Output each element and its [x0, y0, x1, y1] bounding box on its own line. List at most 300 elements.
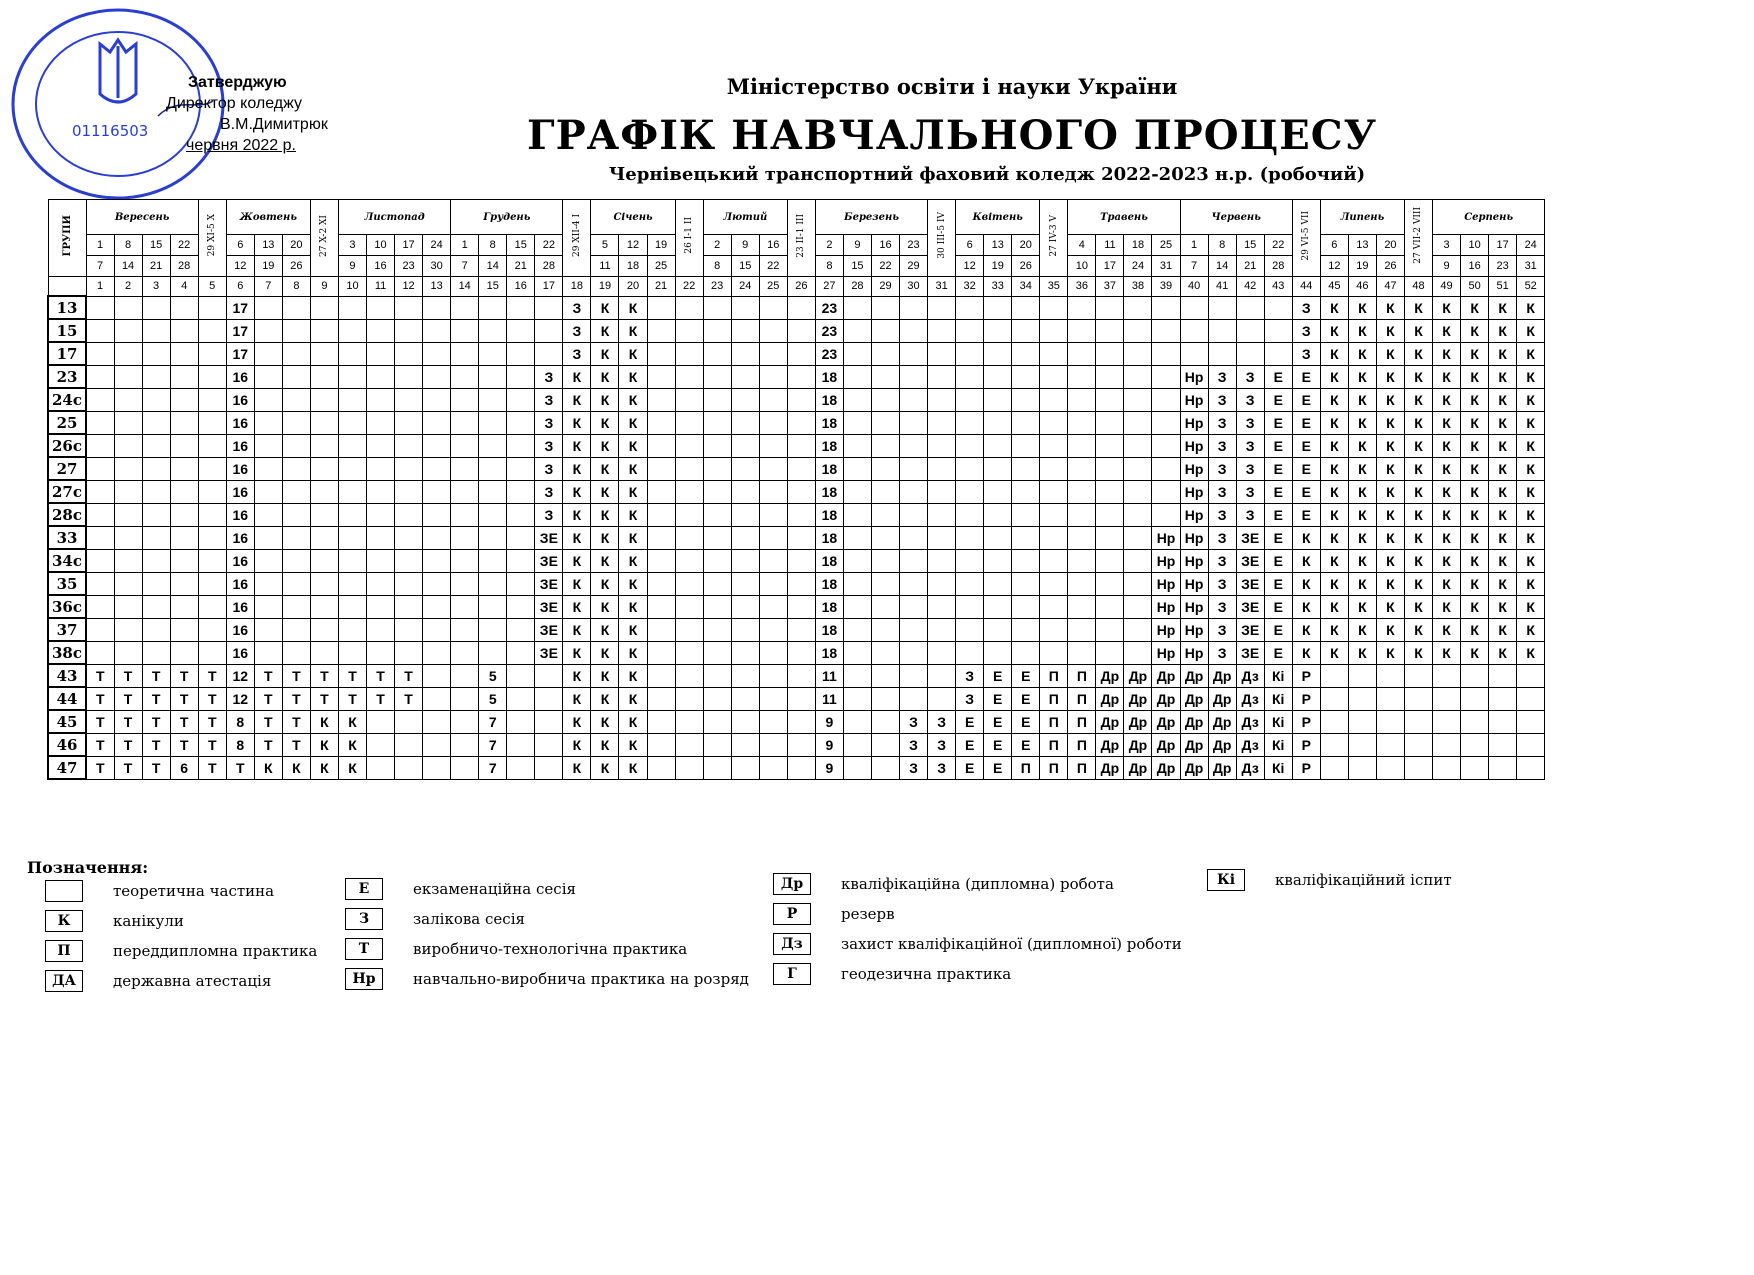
schedule-cell: К — [1348, 618, 1376, 641]
schedule-cell — [198, 480, 226, 503]
schedule-cell — [759, 296, 787, 319]
schedule-cell — [647, 572, 675, 595]
schedule-cell — [787, 388, 815, 411]
schedule-cell: Др — [1180, 733, 1208, 756]
schedule-cell — [170, 365, 198, 388]
table-row — [48, 457, 1545, 480]
schedule-cell — [647, 503, 675, 526]
schedule-cell — [703, 618, 731, 641]
schedule-cell — [507, 710, 535, 733]
schedule-cell — [1012, 388, 1040, 411]
schedule-cell: 18 — [815, 572, 843, 595]
week-day-cell: 28 — [1264, 256, 1292, 277]
schedule-cell — [871, 641, 899, 664]
schedule-cell: К — [591, 526, 619, 549]
approval-line-1: Затверджую — [188, 74, 287, 91]
table-row — [48, 503, 1545, 526]
schedule-cell — [1124, 526, 1152, 549]
schedule-cell — [282, 457, 310, 480]
week-day-cell: 14 — [1208, 256, 1236, 277]
schedule-cell: Т — [282, 664, 310, 687]
schedule-cell: Т — [114, 687, 142, 710]
schedule-cell — [395, 480, 423, 503]
schedule-cell: З — [1292, 342, 1320, 365]
schedule-cell — [451, 664, 479, 687]
schedule-cell — [423, 503, 451, 526]
week-day-cell: 1 — [1180, 235, 1208, 256]
schedule-cell — [1236, 342, 1264, 365]
schedule-cell — [86, 503, 114, 526]
schedule-cell — [759, 434, 787, 457]
legend-label: виробничо-технологічна практика — [413, 940, 688, 958]
week-day-cell: 12 — [619, 235, 647, 256]
schedule-cell — [703, 342, 731, 365]
schedule-cell: К — [1320, 434, 1348, 457]
schedule-cell — [871, 733, 899, 756]
week-day-cell: 13 — [1348, 235, 1376, 256]
schedule-cell: Др — [1124, 664, 1152, 687]
schedule-cell: Т — [142, 687, 170, 710]
schedule-cell: К — [1348, 503, 1376, 526]
schedule-cell — [1012, 595, 1040, 618]
approval-line-3: В.М.Димитрюк — [220, 116, 328, 133]
group-cell: 15 — [48, 319, 86, 342]
schedule-cell: К — [1489, 342, 1517, 365]
schedule-cell — [310, 572, 338, 595]
schedule-cell — [114, 480, 142, 503]
schedule-cell: Т — [338, 687, 366, 710]
schedule-cell — [367, 365, 395, 388]
schedule-cell — [1348, 710, 1376, 733]
schedule-cell — [984, 411, 1012, 434]
schedule-cell — [759, 549, 787, 572]
schedule-cell: К — [1489, 572, 1517, 595]
schedule-cell — [759, 618, 787, 641]
schedule-cell — [675, 388, 703, 411]
schedule-cell: Т — [142, 664, 170, 687]
schedule-cell — [1096, 365, 1124, 388]
schedule-cell: Т — [282, 687, 310, 710]
schedule-cell — [731, 664, 759, 687]
schedule-cell: К — [1320, 342, 1348, 365]
approval-line-2: Директор коледжу — [166, 95, 302, 112]
schedule-cell — [1376, 664, 1404, 687]
schedule-cell: 18 — [815, 434, 843, 457]
schedule-cell: К — [1348, 365, 1376, 388]
schedule-cell — [1012, 319, 1040, 342]
schedule-cell — [395, 618, 423, 641]
schedule-cell — [843, 434, 871, 457]
schedule-cell — [759, 664, 787, 687]
week-day-cell: 26 — [282, 256, 310, 277]
schedule-cell: К — [1348, 480, 1376, 503]
schedule-cell — [1068, 480, 1096, 503]
schedule-cell — [423, 572, 451, 595]
schedule-cell — [310, 411, 338, 434]
group-cell: 17 — [48, 342, 86, 365]
schedule-cell: К — [1376, 296, 1404, 319]
week-number-cell: 31 — [928, 277, 956, 297]
week-number-cell: 23 — [703, 277, 731, 297]
schedule-cell — [1012, 572, 1040, 595]
week-day-cell: 7 — [1180, 256, 1208, 277]
schedule-cell — [198, 365, 226, 388]
schedule-cell — [479, 480, 507, 503]
schedule-cell — [338, 457, 366, 480]
schedule-cell: К — [1489, 434, 1517, 457]
schedule-cell — [871, 503, 899, 526]
schedule-cell: З — [535, 434, 563, 457]
schedule-cell: К — [1517, 572, 1545, 595]
schedule-cell: Др — [1180, 710, 1208, 733]
schedule-cell — [787, 572, 815, 595]
schedule-cell: Е — [1264, 526, 1292, 549]
schedule-cell: К — [563, 687, 591, 710]
schedule-cell — [675, 687, 703, 710]
schedule-cell — [114, 388, 142, 411]
schedule-cell: Т — [395, 687, 423, 710]
schedule-cell — [170, 618, 198, 641]
schedule-cell — [338, 549, 366, 572]
schedule-cell — [956, 296, 984, 319]
schedule-cell: Е — [956, 756, 984, 779]
schedule-cell: К — [563, 756, 591, 779]
schedule-cell — [367, 342, 395, 365]
schedule-cell — [1068, 411, 1096, 434]
schedule-cell — [507, 572, 535, 595]
schedule-cell — [1433, 733, 1461, 756]
schedule-cell — [423, 480, 451, 503]
schedule-cell — [198, 296, 226, 319]
schedule-cell — [956, 457, 984, 480]
schedule-cell — [956, 549, 984, 572]
week-number-blank — [48, 277, 86, 297]
schedule-cell: К — [1404, 641, 1432, 664]
schedule-cell — [451, 434, 479, 457]
schedule-cell: Т — [86, 664, 114, 687]
schedule-cell — [703, 503, 731, 526]
schedule-cell — [871, 296, 899, 319]
schedule-cell: К — [1348, 526, 1376, 549]
schedule-cell — [675, 572, 703, 595]
schedule-cell — [142, 411, 170, 434]
schedule-cell — [451, 342, 479, 365]
schedule-cell — [1236, 319, 1264, 342]
schedule-cell: З — [1236, 480, 1264, 503]
schedule-cell: К — [1517, 365, 1545, 388]
schedule-cell: Т — [86, 687, 114, 710]
week-day-cell: 3 — [1433, 235, 1461, 256]
week-day-cell: 11 — [1096, 235, 1124, 256]
schedule-cell: Дз — [1236, 733, 1264, 756]
schedule-cell — [338, 641, 366, 664]
week-number-cell: 50 — [1461, 277, 1489, 297]
schedule-cell — [1264, 319, 1292, 342]
schedule-cell: З — [956, 687, 984, 710]
schedule-cell — [647, 480, 675, 503]
month-header: Січень — [591, 200, 675, 235]
week-number-cell: 2 — [114, 277, 142, 297]
schedule-cell: К — [1320, 526, 1348, 549]
schedule-cell — [170, 411, 198, 434]
schedule-cell — [675, 342, 703, 365]
schedule-cell — [759, 710, 787, 733]
legend-label: залікова сесія — [413, 910, 525, 928]
week-day-cell: 6 — [1320, 235, 1348, 256]
schedule-cell: К — [1461, 296, 1489, 319]
week-number-cell: 43 — [1264, 277, 1292, 297]
schedule-cell — [647, 388, 675, 411]
schedule-cell: З — [563, 342, 591, 365]
schedule-cell: Е — [984, 733, 1012, 756]
schedule-cell — [338, 480, 366, 503]
schedule-cell: 18 — [815, 618, 843, 641]
schedule-cell — [423, 595, 451, 618]
schedule-cell — [1124, 457, 1152, 480]
schedule-cell: 12 — [226, 664, 254, 687]
week-day-cell: 20 — [282, 235, 310, 256]
schedule-cell — [451, 411, 479, 434]
schedule-cell: К — [563, 411, 591, 434]
schedule-cell: 16 — [226, 434, 254, 457]
schedule-cell — [170, 480, 198, 503]
schedule-cell — [86, 549, 114, 572]
schedule-cell: ЗЕ — [535, 572, 563, 595]
schedule-cell — [1517, 710, 1545, 733]
schedule-cell — [731, 319, 759, 342]
schedule-cell — [282, 296, 310, 319]
schedule-cell: К — [1404, 572, 1432, 595]
schedule-cell: Др — [1124, 710, 1152, 733]
week-day-cell: 30 — [423, 256, 451, 277]
schedule-cell: ЗЕ — [1236, 595, 1264, 618]
schedule-cell: Е — [1264, 480, 1292, 503]
month-header: Травень — [1068, 200, 1180, 235]
group-cell: 38с — [48, 641, 86, 664]
schedule-cell — [86, 434, 114, 457]
week-number-cell: 41 — [1208, 277, 1236, 297]
schedule-cell — [198, 618, 226, 641]
schedule-cell — [759, 595, 787, 618]
schedule-cell — [1264, 342, 1292, 365]
transition-week-label: 27 IV-3 V — [1048, 214, 1059, 257]
schedule-cell — [479, 342, 507, 365]
schedule-cell: К — [1517, 526, 1545, 549]
schedule-cell — [142, 342, 170, 365]
schedule-cell: К — [1404, 526, 1432, 549]
schedule-cell: П — [1040, 733, 1068, 756]
schedule-cell — [367, 618, 395, 641]
schedule-cell: Т — [395, 664, 423, 687]
week-day-cell: 1 — [86, 235, 114, 256]
schedule-cell — [1096, 480, 1124, 503]
schedule-cell: К — [1320, 319, 1348, 342]
week-day-cell: 16 — [1461, 256, 1489, 277]
schedule-cell — [142, 434, 170, 457]
schedule-cell: Др — [1096, 687, 1124, 710]
schedule-cell — [170, 572, 198, 595]
schedule-cell: К — [591, 319, 619, 342]
schedule-cell: Т — [170, 733, 198, 756]
schedule-cell: К — [619, 756, 647, 779]
schedule-cell — [703, 733, 731, 756]
schedule-cell — [395, 365, 423, 388]
schedule-cell: К — [563, 526, 591, 549]
schedule-cell — [479, 457, 507, 480]
schedule-cell: 11 — [815, 664, 843, 687]
schedule-cell — [928, 595, 956, 618]
schedule-cell: К — [1348, 411, 1376, 434]
schedule-cell — [423, 618, 451, 641]
schedule-cell: Дз — [1236, 664, 1264, 687]
transition-week-header — [928, 200, 956, 277]
schedule-cell — [198, 319, 226, 342]
schedule-cell — [310, 296, 338, 319]
schedule-cell — [310, 434, 338, 457]
schedule-cell — [310, 526, 338, 549]
schedule-cell — [1124, 319, 1152, 342]
schedule-cell: З — [535, 480, 563, 503]
schedule-cell: К — [1489, 388, 1517, 411]
schedule-cell: Нр — [1180, 572, 1208, 595]
schedule-cell: К — [591, 365, 619, 388]
schedule-cell: Е — [984, 710, 1012, 733]
schedule-cell: П — [1068, 710, 1096, 733]
schedule-cell — [703, 595, 731, 618]
schedule-cell: 23 — [815, 319, 843, 342]
schedule-cell: К — [591, 480, 619, 503]
schedule-cell: Е — [1292, 480, 1320, 503]
schedule-cell: К — [1433, 434, 1461, 457]
schedule-cell — [423, 411, 451, 434]
schedule-cell — [479, 595, 507, 618]
transition-week-label: 29 XII-4 I — [571, 213, 582, 257]
schedule-cell: К — [619, 641, 647, 664]
schedule-cell — [507, 687, 535, 710]
schedule-cell: 18 — [815, 503, 843, 526]
schedule-cell: 18 — [815, 595, 843, 618]
schedule-cell — [759, 687, 787, 710]
table-row — [48, 572, 1545, 595]
week-day-cell: 16 — [367, 256, 395, 277]
schedule-cell — [703, 365, 731, 388]
group-cell: 13 — [48, 296, 86, 319]
schedule-cell: Т — [198, 687, 226, 710]
schedule-cell — [675, 457, 703, 480]
legend-code: П — [45, 940, 83, 962]
schedule-cell: К — [1517, 319, 1545, 342]
week-day-cell: 18 — [1124, 235, 1152, 256]
schedule-cell — [1517, 687, 1545, 710]
schedule-cell — [310, 365, 338, 388]
schedule-cell: ЗЕ — [535, 549, 563, 572]
legend-code — [45, 880, 83, 902]
month-header: Квітень — [956, 200, 1040, 235]
schedule-cell: Др — [1208, 710, 1236, 733]
schedule-cell: К — [1376, 342, 1404, 365]
schedule-cell — [871, 756, 899, 779]
group-cell: 25 — [48, 411, 86, 434]
schedule-cell — [731, 388, 759, 411]
legend-item — [45, 940, 317, 962]
week-day-cell: 12 — [956, 256, 984, 277]
week-day-cell: 25 — [647, 256, 675, 277]
schedule-cell — [1208, 342, 1236, 365]
schedule-cell: К — [1404, 319, 1432, 342]
schedule-cell — [843, 756, 871, 779]
schedule-cell — [86, 480, 114, 503]
table-row — [48, 687, 1545, 710]
schedule-cell — [170, 503, 198, 526]
schedule-cell — [675, 434, 703, 457]
schedule-cell: К — [591, 756, 619, 779]
schedule-cell — [843, 618, 871, 641]
schedule-cell — [1096, 641, 1124, 664]
schedule-cell: 17 — [226, 319, 254, 342]
schedule-cell — [395, 733, 423, 756]
schedule-cell — [759, 457, 787, 480]
schedule-cell — [479, 388, 507, 411]
schedule-cell — [1012, 411, 1040, 434]
legend-item — [773, 933, 1182, 955]
schedule-cell — [1152, 296, 1180, 319]
schedule-cell — [900, 457, 928, 480]
legend-item — [1207, 869, 1452, 891]
schedule-cell — [479, 319, 507, 342]
schedule-cell — [282, 388, 310, 411]
schedule-cell — [871, 595, 899, 618]
schedule-cell — [1264, 296, 1292, 319]
transition-week-header — [1292, 200, 1320, 277]
schedule-cell — [1012, 503, 1040, 526]
schedule-cell: 16 — [226, 549, 254, 572]
schedule-cell — [507, 457, 535, 480]
schedule-cell — [1040, 572, 1068, 595]
schedule-cell — [984, 319, 1012, 342]
schedule-cell — [1096, 503, 1124, 526]
schedule-cell — [787, 319, 815, 342]
week-day-cell: 23 — [1489, 256, 1517, 277]
schedule-cell — [142, 388, 170, 411]
schedule-cell: П — [1068, 664, 1096, 687]
schedule-cell — [1348, 733, 1376, 756]
week-day-cell: 1 — [451, 235, 479, 256]
schedule-cell — [871, 710, 899, 733]
schedule-cell — [479, 526, 507, 549]
schedule-cell — [1040, 457, 1068, 480]
week-day-cell: 20 — [1376, 235, 1404, 256]
schedule-cell: К — [1404, 411, 1432, 434]
schedule-cell — [310, 388, 338, 411]
schedule-cell: К — [591, 457, 619, 480]
schedule-cell — [367, 503, 395, 526]
schedule-cell — [423, 319, 451, 342]
schedule-cell — [367, 572, 395, 595]
schedule-cell: К — [1517, 549, 1545, 572]
schedule-cell — [282, 503, 310, 526]
schedule-cell — [871, 572, 899, 595]
week-day-cell: 6 — [956, 235, 984, 256]
table-row — [48, 595, 1545, 618]
schedule-cell — [423, 664, 451, 687]
schedule-cell: К — [1404, 503, 1432, 526]
stamp-code: 01116503 — [72, 122, 149, 140]
week-day-cell: 24 — [1124, 256, 1152, 277]
schedule-cell — [1040, 503, 1068, 526]
schedule-cell — [507, 733, 535, 756]
schedule-cell: К — [591, 664, 619, 687]
schedule-cell — [703, 411, 731, 434]
